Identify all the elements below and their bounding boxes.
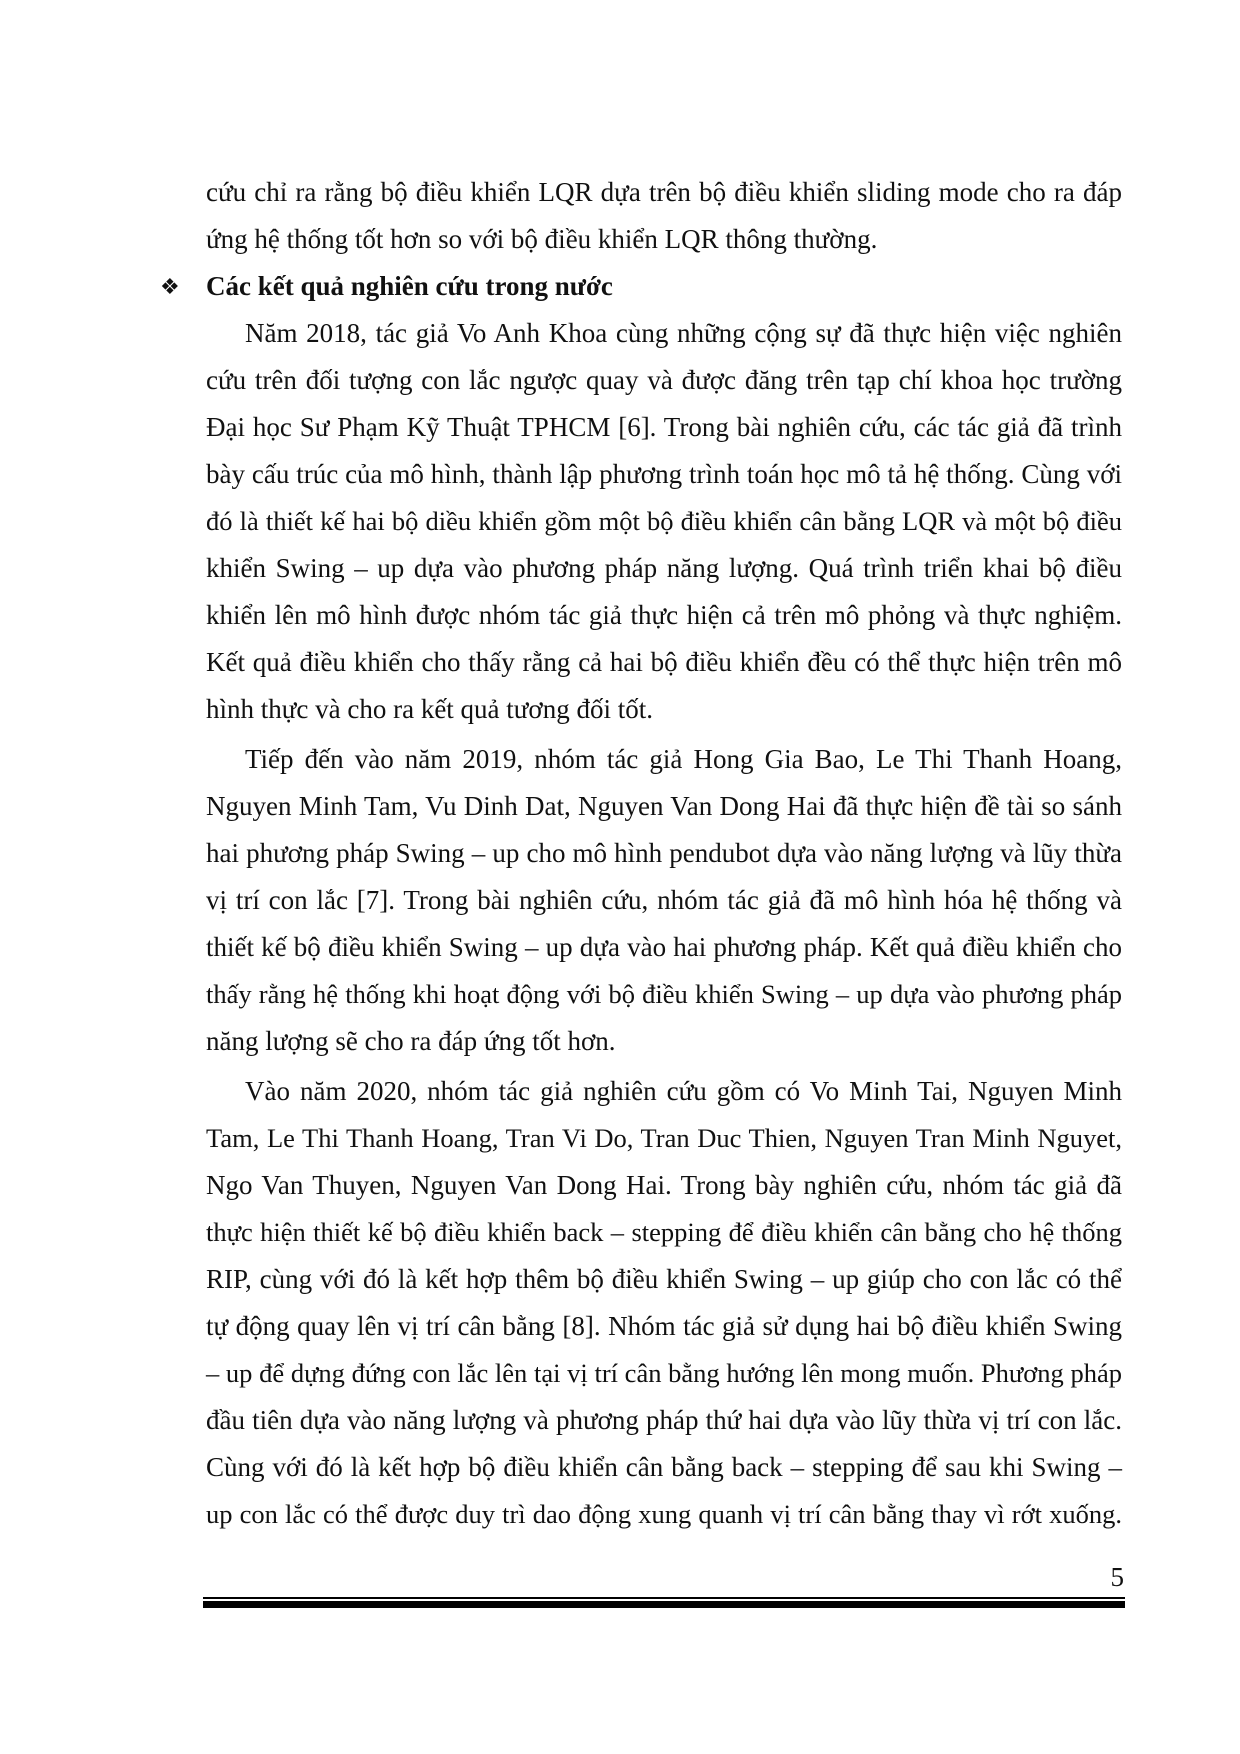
text-line: thấy rằng hệ thống khi hoạt động với bộ điều khiển Swing – up dựa vào phương pháp — [206, 979, 1122, 1009]
footer-rule-thin — [203, 1597, 1125, 1599]
text-line: hình thực và cho ra kết quả tương đối tốt. — [206, 694, 653, 724]
paragraph-2018 — [206, 310, 1122, 733]
text-line: thực hiện thiết kế bộ điều khiển back – stepping để điều khiển cân bằng cho hệ thống — [206, 1217, 1122, 1247]
text-line: ứng hệ thống tốt hơn so với bộ điều khiển LQR thông thường. — [206, 224, 878, 254]
page-number: 5 — [1110, 1562, 1124, 1592]
text-line: Vào năm 2020, nhóm tác giả nghiên cứu gồm có Vo Minh Tai, Nguyen Minh — [245, 1076, 1122, 1106]
text-line: up con lắc có thể được duy trì dao động xung quanh vị trí cân bằng thay vì rớt xuống. — [206, 1499, 1122, 1529]
text-line: khiển Swing – up dựa vào phương pháp năng lượng. Quá trình triển khai bộ điều — [206, 553, 1122, 583]
text-line: thiết kế bộ điều khiển Swing – up dựa vào hai phương pháp. Kết quả điều khiển cho — [206, 932, 1122, 962]
text-line: vị trí con lắc [7]. Trong bài nghiên cứu, nhóm tác giả đã mô hình hóa hệ thống và — [206, 885, 1122, 915]
text-line: khiển lên mô hình được nhóm tác giả thực hiện cả trên mô phỏng và thực nghiệm. — [206, 600, 1122, 630]
section-heading-text: Các kết quả nghiên cứu trong nước — [206, 271, 613, 301]
diamond-bullet-icon: ❖ — [160, 274, 180, 299]
text-line: Năm 2018, tác giả Vo Anh Khoa cùng những cộng sự đã thực hiện việc nghiên — [245, 318, 1122, 348]
text-line: Tiếp đến vào năm 2019, nhóm tác giả Hong Gia Bao, Le Thi Thanh Hoang, — [245, 744, 1122, 774]
text-line: đầu tiên dựa vào năng lượng và phương pháp thứ hai dựa vào lũy thừa vị trí con lắc. — [206, 1405, 1122, 1435]
text-line: Ngo Van Thuyen, Nguyen Van Dong Hai. Trong bày nghiên cứu, nhóm tác giả đã — [206, 1170, 1122, 1200]
text-line: bày cấu trúc của mô hình, thành lập phương trình toán học mô tả hệ thống. Cùng với — [206, 459, 1122, 489]
text-line: Đại học Sư Phạm Kỹ Thuật TPHCM [6]. Trong bài nghiên cứu, các tác giả đã trình — [206, 412, 1122, 442]
text-line: hai phương pháp Swing – up cho mô hình pendubot dựa vào năng lượng và lũy thừa — [206, 838, 1122, 868]
paragraph-2020 — [206, 1068, 1122, 1538]
text-line: – up để dựng đứng con lắc lên tại vị trí cân bằng hướng lên mong muốn. Phương pháp — [206, 1358, 1122, 1388]
section-heading — [160, 263, 1122, 310]
text-line: Nguyen Minh Tam, Vu Dinh Dat, Nguyen Van Dong Hai đã thực hiện đề tài so sánh — [206, 791, 1122, 821]
text-line: RIP, cùng với đó là kết hợp thêm bộ điều khiển Swing – up giúp cho con lắc có thể — [206, 1264, 1122, 1294]
text-line: cứu trên đối tượng con lắc ngược quay và được đăng trên tạp chí khoa học trường — [206, 365, 1122, 395]
text-line: năng lượng sẽ cho ra đáp ứng tốt hơn. — [206, 1026, 616, 1056]
continuation-paragraph — [206, 169, 1122, 263]
text-line: Tam, Le Thi Thanh Hoang, Tran Vi Do, Tran Duc Thien, Nguyen Tran Minh Nguyet, — [206, 1123, 1122, 1153]
text-line: cứu chỉ ra rằng bộ điều khiển LQR dựa trên bộ điều khiển sliding mode cho ra đáp — [206, 177, 1122, 207]
text-line: Kết quả điều khiển cho thấy rằng cả hai bộ điều khiển đều có thể thực hiện trên mô — [206, 647, 1122, 677]
text-line: đó là thiết kế hai bộ diều khiển gồm một bộ điều khiển cân bằng LQR và một bộ điều — [206, 506, 1122, 536]
text-line: Cùng với đó là kết hợp bộ điều khiển cân bằng back – stepping để sau khi Swing – — [206, 1452, 1122, 1482]
body-text — [160, 169, 1122, 1538]
text-line: tự động quay lên vị trí cân bằng [8]. Nhóm tác giả sử dụng hai bộ điều khiển Swing — [206, 1311, 1122, 1341]
footer-rule-thick — [203, 1601, 1125, 1608]
paragraph-2019 — [206, 736, 1122, 1065]
